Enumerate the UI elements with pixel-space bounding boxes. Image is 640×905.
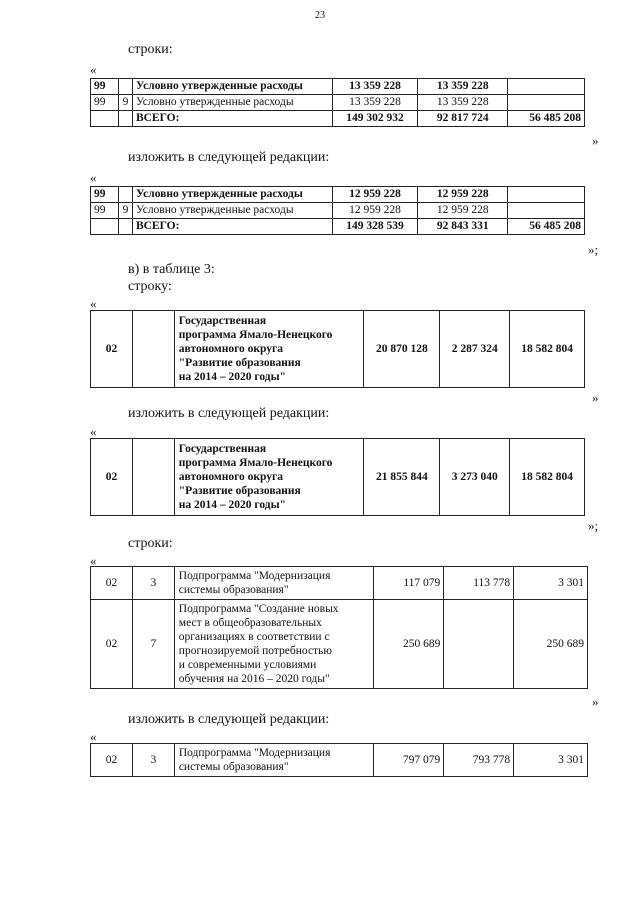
close-quote: » bbox=[592, 390, 599, 405]
value-cell: 250 689 bbox=[514, 600, 588, 689]
subcode-cell bbox=[132, 439, 174, 516]
open-quote: « bbox=[90, 170, 97, 185]
value-cell: 117 079 bbox=[374, 567, 444, 600]
name-line: системы образования" bbox=[178, 761, 289, 773]
value-cell: 56 485 208 bbox=[508, 219, 585, 235]
value-cell bbox=[508, 79, 585, 95]
name-cell bbox=[174, 439, 364, 516]
name-line: "Развитие образования bbox=[178, 485, 301, 497]
value-cell: 3 273 040 bbox=[440, 439, 510, 516]
subcode-cell bbox=[118, 111, 132, 127]
name-line: автономного округа bbox=[178, 471, 283, 483]
subcode-cell bbox=[132, 311, 174, 388]
name-line: автономного округа bbox=[178, 343, 283, 355]
name-line: Подпрограмма "Модернизация bbox=[178, 570, 331, 582]
name-cell bbox=[174, 311, 364, 388]
open-quote: « bbox=[90, 62, 97, 77]
value-cell: 21 855 844 bbox=[364, 439, 440, 516]
value-cell: 793 778 bbox=[444, 744, 514, 777]
name-cell: Условно утвержденные расходы bbox=[132, 203, 332, 219]
table-row bbox=[91, 187, 585, 203]
open-quote: « bbox=[90, 296, 97, 311]
name-cell bbox=[174, 744, 374, 777]
name-line: прогнозируемой потребностью bbox=[178, 645, 332, 657]
value-cell: 12 959 228 bbox=[418, 187, 508, 203]
value-cell: 13 359 228 bbox=[418, 79, 508, 95]
section-label-new-edition: изложить в следующей редакции: bbox=[128, 150, 330, 165]
code-cell bbox=[91, 111, 119, 127]
value-cell: 56 485 208 bbox=[508, 111, 585, 127]
table-row bbox=[91, 600, 588, 689]
table-new-subprograms bbox=[90, 743, 588, 777]
name-cell bbox=[174, 600, 374, 689]
value-cell: 113 778 bbox=[444, 567, 514, 600]
value-cell bbox=[508, 187, 585, 203]
table-row bbox=[91, 203, 585, 219]
name-line: мест в общеобразовательных bbox=[178, 617, 322, 629]
value-cell: 3 301 bbox=[514, 744, 588, 777]
value-cell: 12 959 228 bbox=[332, 203, 418, 219]
section-label-new-edition: изложить в следующей редакции: bbox=[128, 406, 330, 421]
name-cell bbox=[174, 567, 374, 600]
name-cell: Условно утвержденные расходы bbox=[132, 95, 332, 111]
table-new-conditional bbox=[90, 186, 585, 235]
section-label-new-edition: изложить в следующей редакции: bbox=[128, 712, 330, 727]
value-cell: 13 359 228 bbox=[332, 79, 418, 95]
name-line: Государственная bbox=[178, 315, 267, 327]
page-number: 23 bbox=[315, 10, 325, 21]
section-label-rows: строки: bbox=[128, 42, 173, 57]
code-cell: 02 bbox=[91, 567, 133, 600]
name-line: Подпрограмма "Создание новых bbox=[178, 603, 339, 615]
value-cell: 18 582 804 bbox=[510, 311, 585, 388]
table-row-total bbox=[91, 219, 585, 235]
table-new-program bbox=[90, 438, 585, 516]
table-row bbox=[91, 95, 585, 111]
table-original-conditional bbox=[90, 78, 585, 127]
value-cell: 18 582 804 bbox=[510, 439, 585, 516]
value-cell: 2 287 324 bbox=[440, 311, 510, 388]
value-cell: 92 817 724 bbox=[418, 111, 508, 127]
table-row bbox=[91, 439, 585, 516]
value-cell: 13 359 228 bbox=[418, 95, 508, 111]
value-cell: 92 843 331 bbox=[418, 219, 508, 235]
name-line: системы образования" bbox=[178, 584, 289, 596]
section-intro-table3: в) в таблице 3: bbox=[128, 262, 215, 277]
name-line: программа Ямало-Ненецкого bbox=[178, 457, 333, 469]
table-row bbox=[91, 744, 588, 777]
name-cell: ВСЕГО: bbox=[132, 219, 332, 235]
name-line: на 2014 – 2020 годы" bbox=[178, 499, 286, 511]
name-line: обучения на 2016 – 2020 годы" bbox=[178, 673, 330, 685]
close-quote: » bbox=[592, 694, 599, 709]
code-cell: 99 bbox=[91, 95, 119, 111]
name-line: на 2014 – 2020 годы" bbox=[178, 371, 286, 383]
name-cell: ВСЕГО: bbox=[132, 111, 332, 127]
section-label-row: строку: bbox=[128, 279, 172, 294]
name-line: "Развитие образования bbox=[178, 357, 301, 369]
open-quote: « bbox=[90, 553, 97, 568]
code-cell: 99 bbox=[91, 79, 119, 95]
value-cell: 250 689 bbox=[374, 600, 444, 689]
value-cell bbox=[444, 600, 514, 689]
name-line: Подпрограмма "Модернизация bbox=[178, 747, 331, 759]
code-cell: 02 bbox=[91, 439, 133, 516]
table-row bbox=[91, 567, 588, 600]
value-cell: 12 959 228 bbox=[418, 203, 508, 219]
value-cell: 149 328 539 bbox=[332, 219, 418, 235]
code-cell: 99 bbox=[91, 187, 119, 203]
subcode-cell bbox=[118, 79, 132, 95]
section-label-rows: строки: bbox=[128, 536, 173, 551]
name-line: программа Ямало-Ненецкого bbox=[178, 329, 333, 341]
value-cell: 797 079 bbox=[374, 744, 444, 777]
code-cell: 99 bbox=[91, 203, 119, 219]
close-quote-semicolon: »; bbox=[588, 518, 599, 533]
table-row-total bbox=[91, 111, 585, 127]
value-cell: 12 959 228 bbox=[332, 187, 418, 203]
subcode-cell bbox=[118, 187, 132, 203]
value-cell: 13 359 228 bbox=[332, 95, 418, 111]
open-quote: « bbox=[90, 729, 97, 744]
close-quote-semicolon: »; bbox=[588, 242, 599, 257]
name-cell: Условно утвержденные расходы bbox=[132, 187, 332, 203]
subcode-cell: 3 bbox=[132, 567, 174, 600]
table-row bbox=[91, 311, 585, 388]
value-cell bbox=[508, 203, 585, 219]
subcode-cell: 9 bbox=[118, 95, 132, 111]
code-cell: 02 bbox=[91, 311, 133, 388]
close-quote: » bbox=[592, 133, 599, 148]
subcode-cell: 7 bbox=[132, 600, 174, 689]
table-original-subprograms bbox=[90, 566, 588, 689]
subcode-cell bbox=[118, 219, 132, 235]
table-row bbox=[91, 79, 585, 95]
value-cell: 3 301 bbox=[514, 567, 588, 600]
value-cell: 149 302 932 bbox=[332, 111, 418, 127]
name-line: организациях в соответствии с bbox=[178, 631, 330, 643]
name-line: Государственная bbox=[178, 443, 267, 455]
code-cell: 02 bbox=[91, 600, 133, 689]
value-cell: 20 870 128 bbox=[364, 311, 440, 388]
code-cell: 02 bbox=[91, 744, 133, 777]
subcode-cell: 3 bbox=[132, 744, 174, 777]
subcode-cell: 9 bbox=[118, 203, 132, 219]
open-quote: « bbox=[90, 424, 97, 439]
value-cell bbox=[508, 95, 585, 111]
name-line: и современными условиями bbox=[178, 659, 317, 671]
name-cell: Условно утвержденные расходы bbox=[132, 79, 332, 95]
code-cell bbox=[91, 219, 119, 235]
table-original-program bbox=[90, 310, 585, 388]
